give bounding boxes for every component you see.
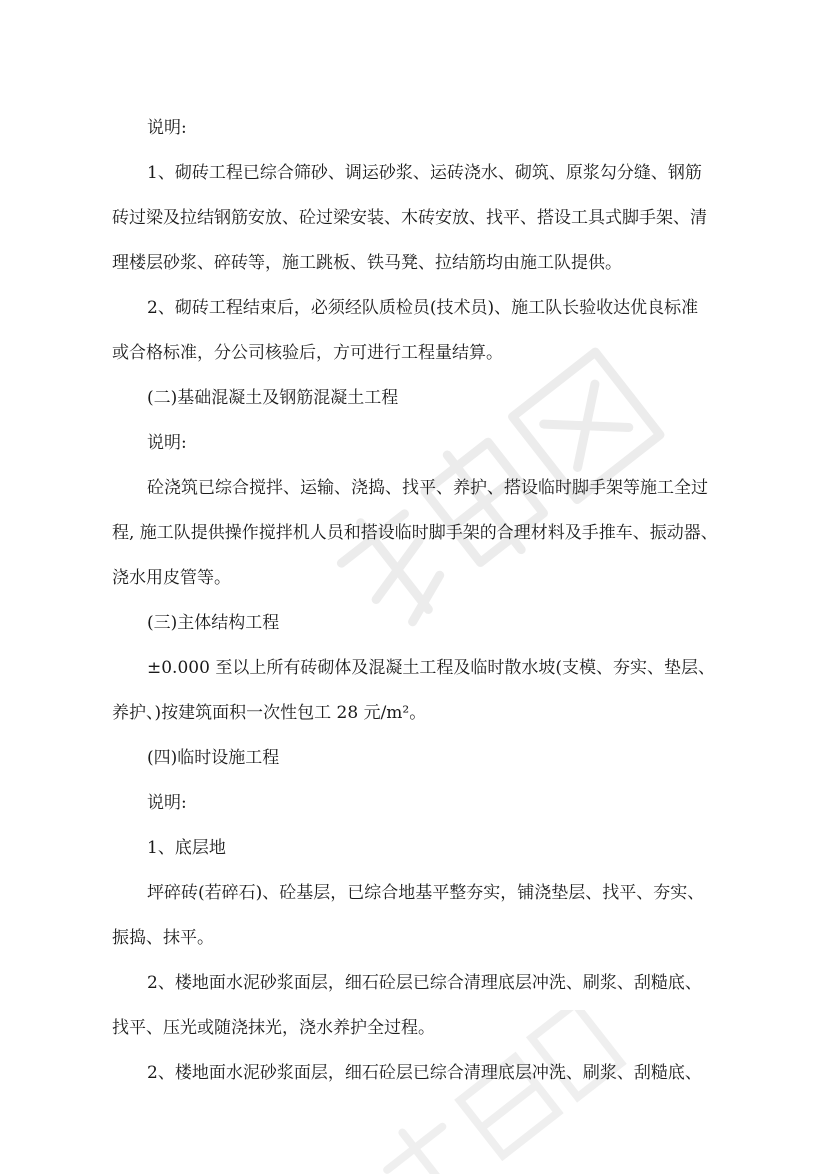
- text-line: 说明:: [147, 118, 187, 138]
- text-line: (三)主体结构工程: [147, 613, 280, 633]
- text-line: (二)基础混凝土及钢筋混凝土工程: [147, 388, 399, 408]
- text-line: 砼浇筑已综合搅拌、运输、浇捣、找平、养护、搭设临时脚手架等施工全过: [147, 478, 708, 498]
- text-line: (四)临时设施工程: [147, 748, 280, 768]
- text-line: ±0.000 至以上所有砖砌体及混凝土工程及临时散水坡(支模、夯实、垫层、: [147, 658, 715, 678]
- text-line: 2、楼地面水泥砂浆面层，细石砼层已综合清理底层冲洗、刷浆、刮糙底、: [147, 1063, 702, 1083]
- text-line: 1、底层地: [147, 838, 226, 858]
- text-line: 找平、压光或随浇抹光，浇水养护全过程。: [112, 1018, 435, 1038]
- text-line: 2、楼地面水泥砂浆面层，细石砼层已综合清理底层冲洗、刷浆、刮糙底、: [147, 973, 702, 993]
- text-line: 或合格标准，分公司核验后，方可进行工程量结算。: [112, 343, 503, 363]
- text-line: 程, 施工队提供操作搅拌机人员和搭设临时脚手架的合理材料及手推车、振动器、: [112, 523, 718, 543]
- text-line: 理楼层砂浆、碎砖等，施工跳板、铁马凳、拉结筋均由施工队提供。: [112, 253, 622, 273]
- text-line: 2、砌砖工程结束后，必须经队质检员(技术员)、施工队长验收达优良标准: [147, 298, 699, 318]
- text-line: 说明:: [147, 793, 187, 813]
- text-line: 1、砌砖工程已综合筛砂、调运砂浆、运砖浇水、砌筑、原浆勾分缝、钢筋: [147, 163, 702, 183]
- text-line: 振捣、抹平。: [112, 928, 214, 948]
- text-line: 浇水用皮管等。: [112, 568, 231, 588]
- text-line: 砖过梁及拉结钢筋安放、砼过梁安装、木砖安放、找平、搭设工具式脚手架、清: [112, 208, 707, 228]
- text-line: 坪碎砖(若碎石)、砼基层，已综合地基平整夯实，铺浇垫层、找平、夯实、: [147, 883, 705, 903]
- document-body: [112, 106, 718, 1096]
- text-line: 说明:: [147, 433, 187, 453]
- text-line: 养护、)按建筑面积一次性包工 28 元/m²。: [112, 703, 427, 723]
